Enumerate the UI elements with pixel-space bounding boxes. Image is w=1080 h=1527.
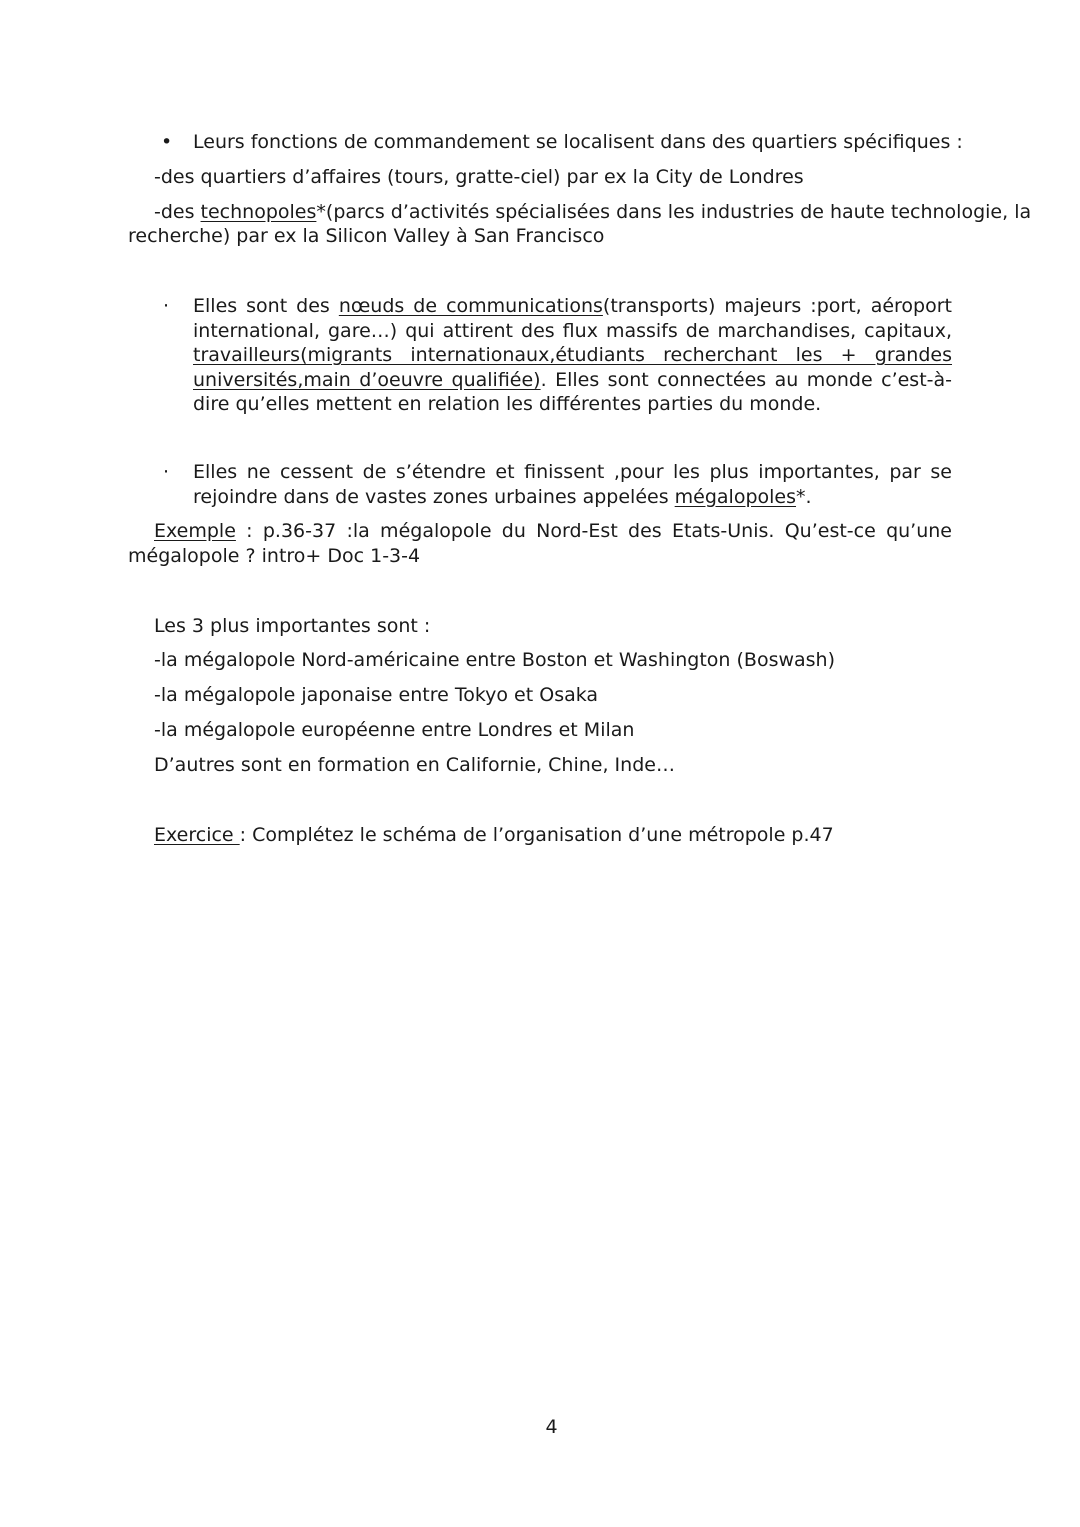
- list-item: D’autres sont en formation en Californie, Chine, Inde…: [154, 754, 675, 776]
- text-fragment: : Complétez le schéma de l’organisation d’une métropole p.47: [239, 824, 834, 846]
- bullet-point: ·: [163, 461, 170, 483]
- text-fragment: *.: [796, 485, 812, 508]
- text-fragment: Elles ne cessent de s’étendre et finissent ,pour les plus importantes, par se rejoindre dans de vastes zones urbaines appelées: [193, 461, 952, 508]
- technopoles-term: technopoles: [200, 201, 317, 223]
- list-item: -la mégalopole Nord-américaine entre Boston et Washington (Boswash): [154, 649, 836, 671]
- list-item: -la mégalopole européenne entre Londres et Milan: [154, 719, 635, 741]
- list-intro: Les 3 plus importantes sont :: [154, 615, 431, 637]
- section3-paragraph: [193, 460, 952, 509]
- communication-nodes-term: nœuds de communications: [338, 295, 603, 317]
- section1-item-business-districts: -des quartiers d’affaires (tours, gratte-ciel) par ex la City de Londres: [154, 166, 804, 188]
- section1-item-technopoles-continued: recherche) par ex la Silicon Valley à San Francisco: [128, 225, 605, 247]
- page-number: 4: [545, 1416, 558, 1438]
- text-fragment: . Elles sont connectées au monde c’est-à-dire qu’elles mettent en relation les différentes parties du monde.: [193, 368, 953, 415]
- section2-paragraph: [193, 294, 952, 417]
- section1-item-technopoles: [154, 200, 1032, 224]
- example-label: Exemple: [154, 520, 236, 542]
- megalopoles-term: mégalopoles: [674, 485, 797, 508]
- example-paragraph: [128, 519, 952, 568]
- text-fragment: *(parcs d’activités spécialisées dans les industries de haute technologie, la: [316, 201, 1032, 223]
- text-fragment: (transports) majeurs :port, aéroport international, gare…) qui attirent des flux massifs de marchandises, capitaux,: [193, 295, 952, 342]
- list-item: -la mégalopole japonaise entre Tokyo et Osaka: [154, 684, 599, 706]
- text-fragment: Elles sont des: [193, 295, 339, 317]
- bullet-point: •: [161, 131, 173, 153]
- bullet-point: ·: [163, 295, 170, 317]
- section1-intro: Leurs fonctions de commandement se localisent dans des quartiers spécifiques :: [193, 131, 963, 153]
- exercise-label: Exercice: [154, 824, 240, 846]
- text-fragment: : p.36-37 :la mégalopole du Nord-Est des Etats-Unis. Qu’est-ce qu’une mégalopole ? intro+ Doc 1-3-4: [128, 520, 952, 567]
- text-fragment: -des: [154, 201, 201, 223]
- exercise-line: [154, 823, 834, 847]
- workers-term: travailleurs(migrants internationaux,étudiants recherchant les + grandes universités,main d’oeuvre qualifiée): [193, 344, 952, 391]
